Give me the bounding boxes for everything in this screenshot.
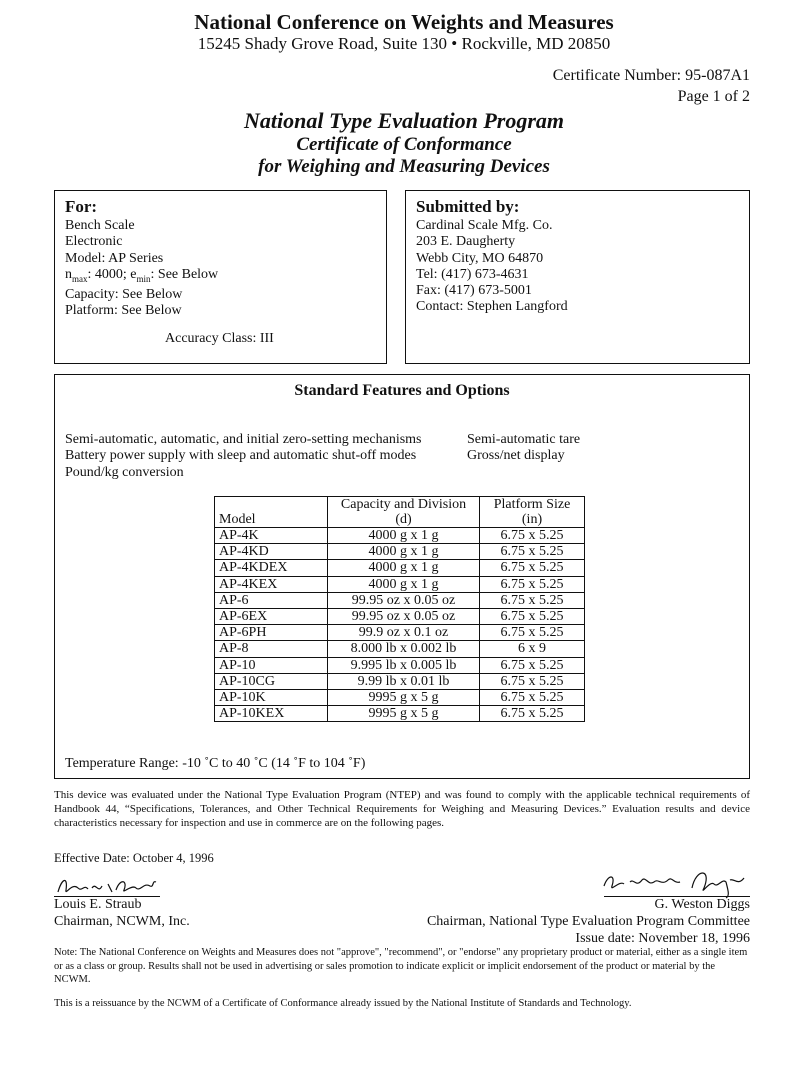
table-row <box>215 528 585 544</box>
cell-model: AP-4KD <box>215 544 328 560</box>
cell-capacity: 99.95 oz x 0.05 oz <box>328 608 480 624</box>
cell-platform: 6.75 x 5.25 <box>480 576 585 592</box>
device-kind: Electronic <box>65 234 123 250</box>
table-row <box>215 706 585 722</box>
cell-capacity: 9.995 lb x 0.005 lb <box>328 657 480 673</box>
for-heading: For: <box>65 197 98 216</box>
table-row <box>215 673 585 689</box>
feature-item: Pound/kg conversion <box>65 464 184 480</box>
organization-title: National Conference on Weights and Measures <box>194 10 614 34</box>
issue-date: Issue date: November 18, 1996 <box>575 931 750 946</box>
cell-platform: 6.75 x 5.25 <box>480 544 585 560</box>
table-row <box>215 689 585 705</box>
cell-platform: 6.75 x 5.25 <box>480 657 585 673</box>
table-row <box>215 608 585 624</box>
right-signatory-name: G. Weston Diggs <box>654 897 750 912</box>
cell-capacity: 99.95 oz x 0.05 oz <box>328 592 480 608</box>
cell-model: AP-10K <box>215 689 328 705</box>
e-value: : See Below <box>150 266 219 282</box>
submitter-city: Webb City, MO 64870 <box>416 250 544 266</box>
header-capacity: Capacity and Division (d) <box>328 497 480 528</box>
program-title: National Type Evaluation Program <box>243 108 565 133</box>
table-row <box>215 576 585 592</box>
evaluation-statement: This device was evaluated under the National Type Evaluation Program (NTEP) and was found to comply with the applicable technical requirements of Handbook 44, “Specifications, Tolerances, and Other Technical Requirements for Weighing and Measuring Devices.” Evaluation results and device characteristics necessary for inspection and use in commerce are on the following pages. <box>54 789 750 829</box>
diggs-signature <box>600 866 748 900</box>
features-title: Standard Features and Options <box>294 382 510 399</box>
table-row <box>215 657 585 673</box>
temperature-range: Temperature Range: -10 ˚C to 40 ˚C (14 ˚F to 104 ˚F) <box>65 756 366 771</box>
cell-platform: 6.75 x 5.25 <box>480 706 585 722</box>
cell-capacity: 4000 g x 1 g <box>328 528 480 544</box>
table-row <box>215 592 585 608</box>
cell-model: AP-10CG <box>215 673 328 689</box>
cell-platform: 6.75 x 5.25 <box>480 608 585 624</box>
cell-platform: 6.75 x 5.25 <box>480 560 585 576</box>
feature-item: Semi-automatic tare <box>467 432 581 447</box>
for-box <box>54 190 387 364</box>
n-sub: max <box>72 273 88 284</box>
device-platform: Platform: See Below <box>65 303 182 319</box>
cell-model: AP-10 <box>215 657 328 673</box>
submitter-contact: Contact: Stephen Langford <box>416 299 568 315</box>
n-label: n <box>65 266 72 282</box>
accuracy-class: Accuracy Class: III <box>165 331 274 346</box>
table-row <box>215 625 585 641</box>
cell-platform: 6.75 x 5.25 <box>480 673 585 689</box>
table-row <box>215 641 585 657</box>
features-right-list <box>467 432 580 465</box>
table-row <box>215 544 585 560</box>
cell-capacity: 99.9 oz x 0.1 oz <box>328 625 480 641</box>
cell-model: AP-8 <box>215 641 328 657</box>
reissue-note: This is a reissuance by the NCWM of a Certificate of Conformance already issued by the National Institute of Standards and Technology. <box>54 998 632 1009</box>
cell-platform: 6.75 x 5.25 <box>480 689 585 705</box>
cell-model: AP-4K <box>215 528 328 544</box>
page-number: Page 1 of 2 <box>677 88 750 105</box>
certificate-subtitle: for Weighing and Measuring Devices <box>258 156 550 177</box>
cell-capacity: 9995 g x 5 g <box>328 689 480 705</box>
device-capacity: Capacity: See Below <box>65 286 183 302</box>
models-table <box>214 496 585 722</box>
submitted-heading: Submitted by: <box>416 197 520 216</box>
header-platform: Platform Size (in) <box>480 497 585 528</box>
device-type: Bench Scale <box>65 218 135 233</box>
n-value: : 4000; e <box>87 266 137 282</box>
cell-platform: 6.75 x 5.25 <box>480 592 585 608</box>
feature-item: Semi-automatic, automatic, and initial zero-setting mechanisms <box>65 432 422 447</box>
right-signatory-title: Chairman, National Type Evaluation Program Committee <box>426 914 750 929</box>
cell-model: AP-4KDEX <box>215 560 328 576</box>
cell-model: AP-6EX <box>215 608 328 624</box>
cell-platform: 6.75 x 5.25 <box>480 625 585 641</box>
cell-model: AP-6PH <box>215 625 328 641</box>
table-header-row <box>215 497 585 528</box>
nmax-emin <box>65 267 386 287</box>
cell-capacity: 4000 g x 1 g <box>328 576 480 592</box>
cell-capacity: 9995 g x 5 g <box>328 706 480 722</box>
cell-capacity: 8.000 lb x 0.002 lb <box>328 641 480 657</box>
submitter-company: Cardinal Scale Mfg. Co. <box>416 218 553 233</box>
certificate-number: Certificate Number: 95-087A1 <box>552 67 750 84</box>
feature-item: Battery power supply with sleep and automatic shut-off modes <box>65 448 417 464</box>
organization-address: 15245 Shady Grove Road, Suite 130 • Rockville, MD 20850 <box>197 34 611 53</box>
submitter-fax: Fax: (417) 673-5001 <box>416 283 532 299</box>
table-row <box>215 560 585 576</box>
e-sub: min <box>136 273 151 284</box>
left-signatory-title: Chairman, NCWM, Inc. <box>54 914 190 929</box>
cell-model: AP-4KEX <box>215 576 328 592</box>
header-model: Model <box>215 497 328 528</box>
device-model: Model: AP Series <box>65 250 164 266</box>
cell-capacity: 4000 g x 1 g <box>328 560 480 576</box>
features-left-list <box>65 432 422 481</box>
disclaimer-note: Note: The National Conference on Weights and Measures does not "approve", "recommend", or "endorse" any proprietary product or material, either as a single item or as a class or group. Results shall not be used in advertising or sales promotion to indicate explicit or implicit endorsement of the product or material by the NCWM. <box>54 947 748 985</box>
submitter-street: 203 E. Daugherty <box>416 234 516 250</box>
cell-model: AP-6 <box>215 592 328 608</box>
cell-capacity: 4000 g x 1 g <box>328 544 480 560</box>
cell-capacity: 9.99 lb x 0.01 lb <box>328 673 480 689</box>
cell-model: AP-10KEX <box>215 706 328 722</box>
submitter-tel: Tel: (417) 673-4631 <box>416 266 529 282</box>
feature-item: Gross/net display <box>467 448 565 464</box>
features-box <box>54 374 750 779</box>
effective-date: Effective Date: October 4, 1996 <box>54 851 214 865</box>
submitted-by-box <box>405 190 750 364</box>
cell-platform: 6.75 x 5.25 <box>480 528 585 544</box>
left-signatory-name: Louis E. Straub <box>54 897 142 912</box>
cell-platform: 6 x 9 <box>480 641 585 657</box>
certificate-title: Certificate of Conformance <box>296 134 512 155</box>
